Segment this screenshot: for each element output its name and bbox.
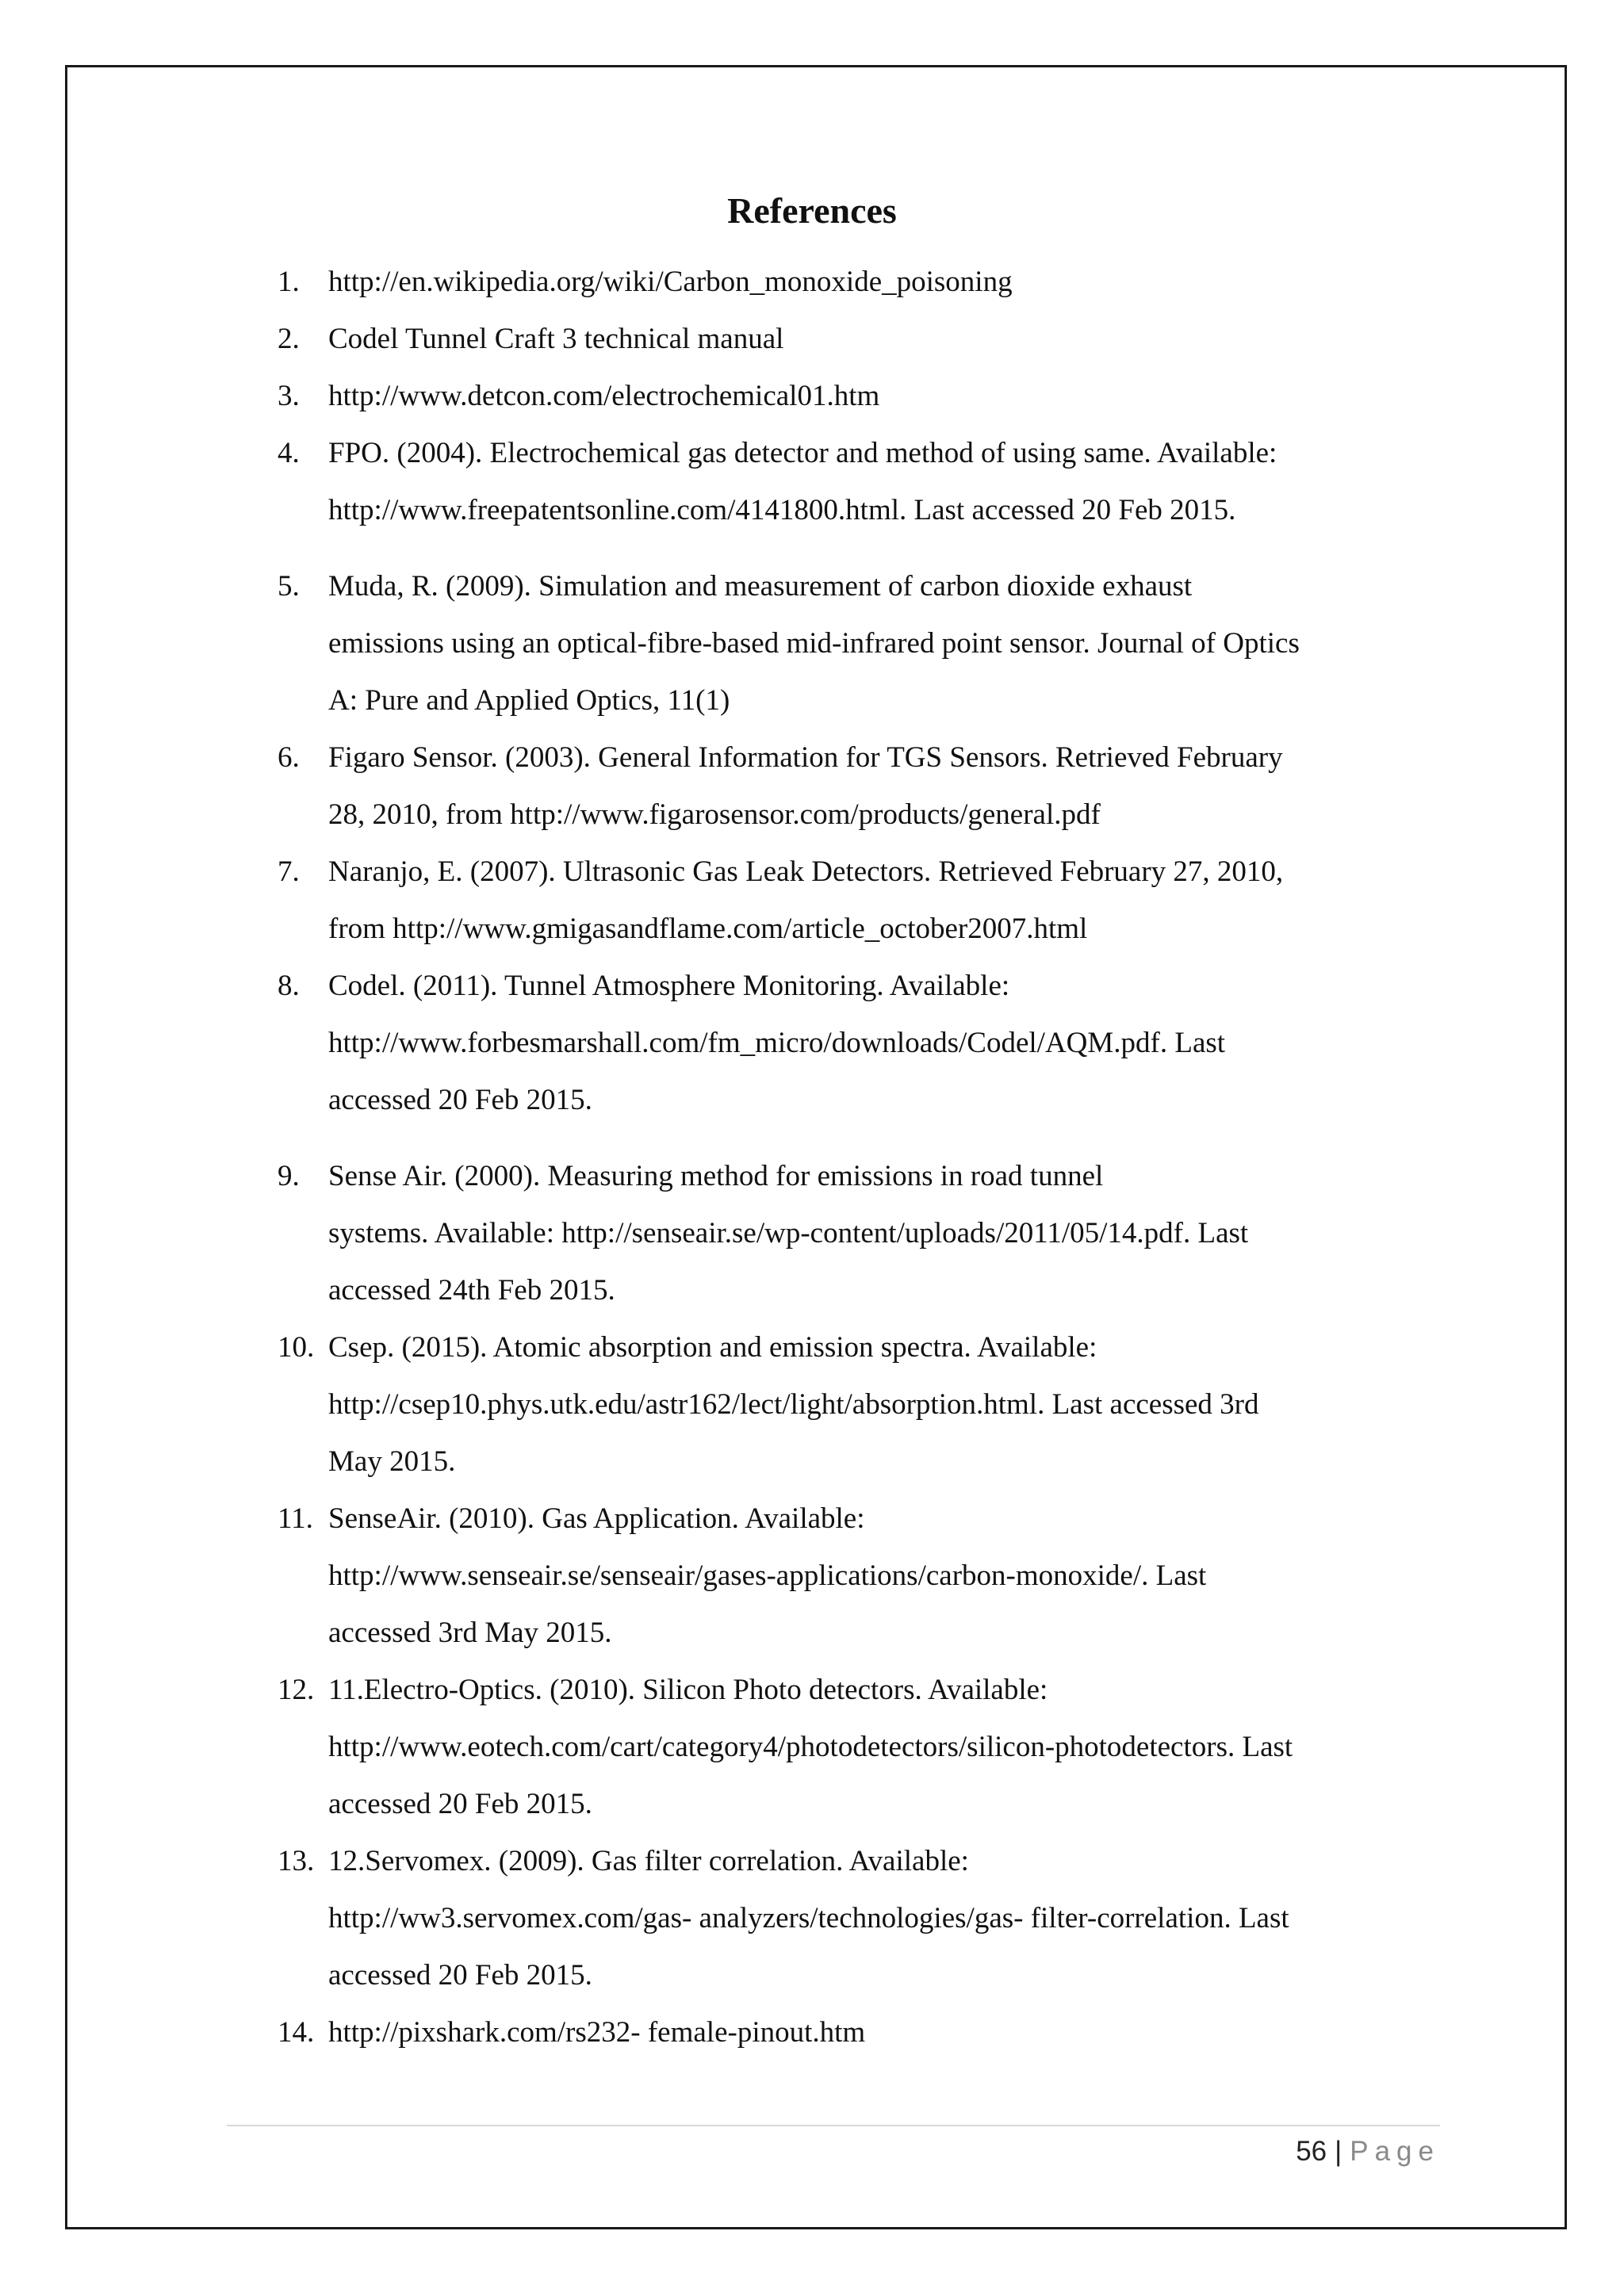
reference-number: 7.: [278, 855, 300, 888]
reference-item: [278, 254, 1419, 311]
reference-item: [278, 311, 1419, 368]
reference-number: 14.: [278, 2016, 315, 2049]
reference-text: SenseAir. (2010). Gas Application. Available:: [328, 1502, 865, 1535]
reference-text: Sense Air. (2000). Measuring method for emissions in road tunnel: [328, 1160, 1104, 1192]
page-footer: [1296, 2130, 1440, 2174]
reference-text: http://www.senseair.se/senseair/gases-applications/carbon-monoxide/. Last: [328, 1559, 1207, 1592]
reference-text: accessed 20 Feb 2015.: [328, 1788, 592, 1820]
reference-text: Codel Tunnel Craft 3 technical manual: [328, 323, 784, 355]
reference-item: [278, 1662, 1419, 1833]
reference-text: http://www.detcon.com/electrochemical01.htm: [328, 380, 880, 412]
reference-text: accessed 3rd May 2015.: [328, 1617, 612, 1649]
page-number: 56: [1296, 2136, 1327, 2167]
reference-text: emissions using an optical-fibre-based mid-infrared point sensor. Journal of Optics: [328, 627, 1300, 660]
reference-text: Figaro Sensor. (2003). General Information for TGS Sensors. Retrieved February: [328, 741, 1283, 774]
reference-text: Muda, R. (2009). Simulation and measurement of carbon dioxide exhaust: [328, 570, 1193, 603]
reference-text: FPO. (2004). Electrochemical gas detector and method of using same. Available:: [328, 437, 1277, 469]
reference-text: Codel. (2011). Tunnel Atmosphere Monitoring. Available:: [328, 970, 1010, 1002]
reference-number: 5.: [278, 570, 300, 603]
reference-text: http://www.forbesmarshall.com/fm_micro/downloads/Codel/AQM.pdf. Last: [328, 1027, 1226, 1059]
reference-item: [278, 844, 1419, 958]
reference-item: [278, 1148, 1419, 1319]
page-label: Page: [1350, 2136, 1440, 2167]
reference-item: [278, 558, 1419, 729]
reference-number: 12.: [278, 1674, 315, 1706]
reference-number: 11.: [278, 1502, 313, 1535]
reference-text: 28, 2010, from http://www.figarosensor.com/products/general.pdf: [328, 798, 1101, 831]
reference-text: Naranjo, E. (2007). Ultrasonic Gas Leak Detectors. Retrieved February 27, 2010,: [328, 855, 1284, 888]
page-title: References: [727, 190, 897, 231]
reference-number: 10.: [278, 1331, 315, 1364]
reference-item: [278, 425, 1419, 539]
footer-divider: [227, 2125, 1440, 2126]
reference-number: 13.: [278, 1845, 315, 1877]
reference-number: 1.: [278, 266, 300, 298]
reference-text: systems. Available: http://senseair.se/wp-content/uploads/2011/05/14.pdf. Last: [328, 1217, 1249, 1249]
reference-text: 11.Electro-Optics. (2010). Silicon Photo detectors. Available:: [328, 1674, 1048, 1706]
reference-text: http://www.freepatentsonline.com/4141800.html. Last accessed 20 Feb 2015.: [328, 494, 1236, 526]
reference-text: http://ww3.servomex.com/gas- analyzers/technologies/gas- filter-correlation. Last: [328, 1902, 1289, 1934]
reference-text: accessed 20 Feb 2015.: [328, 1084, 592, 1116]
reference-item: [278, 958, 1419, 1129]
reference-item: [278, 1319, 1419, 1490]
reference-text: http://pixshark.com/rs232- female-pinout.htm: [328, 2016, 866, 2049]
reference-text: from http://www.gmigasandflame.com/article_october2007.html: [328, 913, 1088, 945]
reference-item: [278, 2004, 1419, 2061]
reference-text: http://www.eotech.com/cart/category4/photodetectors/silicon-photodetectors. Last: [328, 1731, 1293, 1763]
reference-text: http://csep10.phys.utk.edu/astr162/lect/light/absorption.html. Last accessed 3rd: [328, 1388, 1259, 1421]
reference-number: 8.: [278, 970, 300, 1002]
reference-item: [278, 1490, 1419, 1662]
reference-text: A: Pure and Applied Optics, 11(1): [328, 684, 730, 717]
reference-text: Csep. (2015). Atomic absorption and emission spectra. Available:: [328, 1331, 1097, 1364]
reference-item: [278, 729, 1419, 844]
reference-text: May 2015.: [328, 1445, 456, 1478]
reference-number: 4.: [278, 437, 300, 469]
footer-separator: |: [1335, 2136, 1342, 2167]
reference-text: accessed 20 Feb 2015.: [328, 1959, 592, 1992]
reference-number: 9.: [278, 1160, 300, 1192]
reference-item: [278, 1833, 1419, 2004]
reference-number: 6.: [278, 741, 300, 774]
reference-number: 3.: [278, 380, 300, 412]
reference-text: http://en.wikipedia.org/wiki/Carbon_monoxide_poisoning: [328, 266, 1013, 298]
reference-list: [278, 254, 1419, 2061]
reference-number: 2.: [278, 323, 300, 355]
reference-text: accessed 24th Feb 2015.: [328, 1274, 615, 1307]
reference-text: 12.Servomex. (2009). Gas filter correlation. Available:: [328, 1845, 969, 1877]
reference-item: [278, 368, 1419, 425]
